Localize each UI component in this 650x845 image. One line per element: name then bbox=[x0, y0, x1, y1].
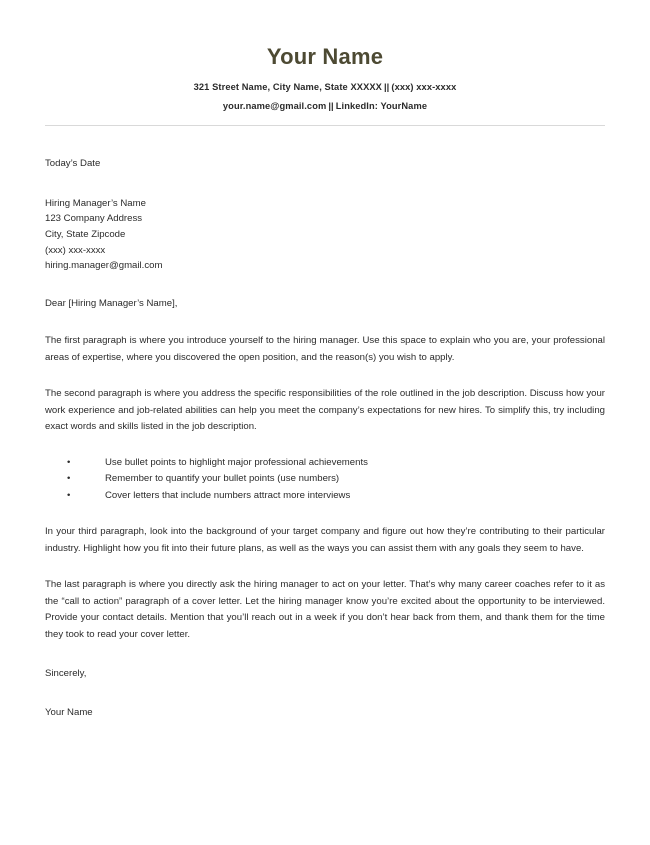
recipient-phone: (xxx) xxx-xxxx bbox=[45, 244, 106, 256]
list-item-label: Remember to quantify your bullet points (use numbers) bbox=[105, 473, 340, 485]
contact-line-address-phone bbox=[0, 82, 650, 92]
contact-line-email-linkedin bbox=[0, 101, 650, 111]
list-item bbox=[45, 471, 605, 488]
applicant-name: Your Name bbox=[266, 44, 384, 69]
signature-name: Your Name bbox=[45, 706, 93, 718]
header-divider bbox=[45, 125, 605, 126]
recipient-address: 123 Company Address bbox=[45, 213, 143, 225]
recipient-address-block bbox=[45, 196, 605, 274]
letter-header bbox=[0, 0, 650, 111]
bullet-icon: • bbox=[67, 473, 71, 485]
list-item bbox=[45, 455, 605, 472]
contact-separator-2: || bbox=[328, 101, 334, 112]
salutation: Dear [Hiring Manager’s Name], bbox=[45, 297, 178, 309]
body-paragraph-1: The first paragraph is where you introduce yourself to the hiring manager. Use this space to explain who you are, your professional areas of expertise, where you discovered the open position, and the reason(s) you wish to apply. bbox=[45, 335, 605, 363]
achievements-bullet-list bbox=[45, 455, 605, 505]
contact-phone: (xxx) xxx-xxxx bbox=[391, 82, 457, 93]
bullet-icon: • bbox=[67, 456, 71, 468]
body-paragraph-4: The last paragraph is where you directly ask the hiring manager to act on your letter. That’s why many career coaches refer to it as the “call to action” paragraph of a cover letter. Let the hiring manager know you’re excited about the opportunity to be interviewed. Provide your contact details. Mention that you’ll reach out in a week if you don’t hear back from them, and thank them for the time they took to read your cover letter. bbox=[45, 579, 605, 640]
list-item-label: Cover letters that include numbers attract more interviews bbox=[105, 489, 351, 501]
closing-line: Sincerely, bbox=[45, 668, 87, 680]
letter-body bbox=[0, 156, 650, 721]
contact-separator-1: || bbox=[383, 82, 390, 93]
recipient-name: Hiring Manager’s Name bbox=[45, 197, 146, 209]
recipient-email: hiring.manager@gmail.com bbox=[45, 260, 163, 272]
body-paragraph-2: The second paragraph is where you address the specific responsibilities of the role outlined in the job description. Discuss how your work experience and job-related abilities can help you meet the company’s expectations for new hires. To simplify this, try including exact words and skills listed in the job description. bbox=[45, 388, 605, 433]
recipient-city-state-zip: City, State Zipcode bbox=[45, 229, 126, 241]
body-paragraph-3: In your third paragraph, look into the background of your target company and figure out how they’re contributing to their particular industry. Highlight how you fit into their future plans, as well as the ways you can assist them with any goals they seem to have. bbox=[45, 526, 605, 554]
contact-linkedin: LinkedIn: YourName bbox=[335, 101, 428, 112]
contact-email: your.name@gmail.com bbox=[222, 101, 327, 112]
bullet-icon: • bbox=[67, 489, 71, 501]
date-line: Today’s Date bbox=[45, 158, 101, 170]
contact-address: 321 Street Name, City Name, State XXXXX bbox=[193, 82, 382, 93]
list-item-label: Use bullet points to highlight major professional achievements bbox=[105, 456, 368, 468]
list-item bbox=[45, 488, 605, 505]
